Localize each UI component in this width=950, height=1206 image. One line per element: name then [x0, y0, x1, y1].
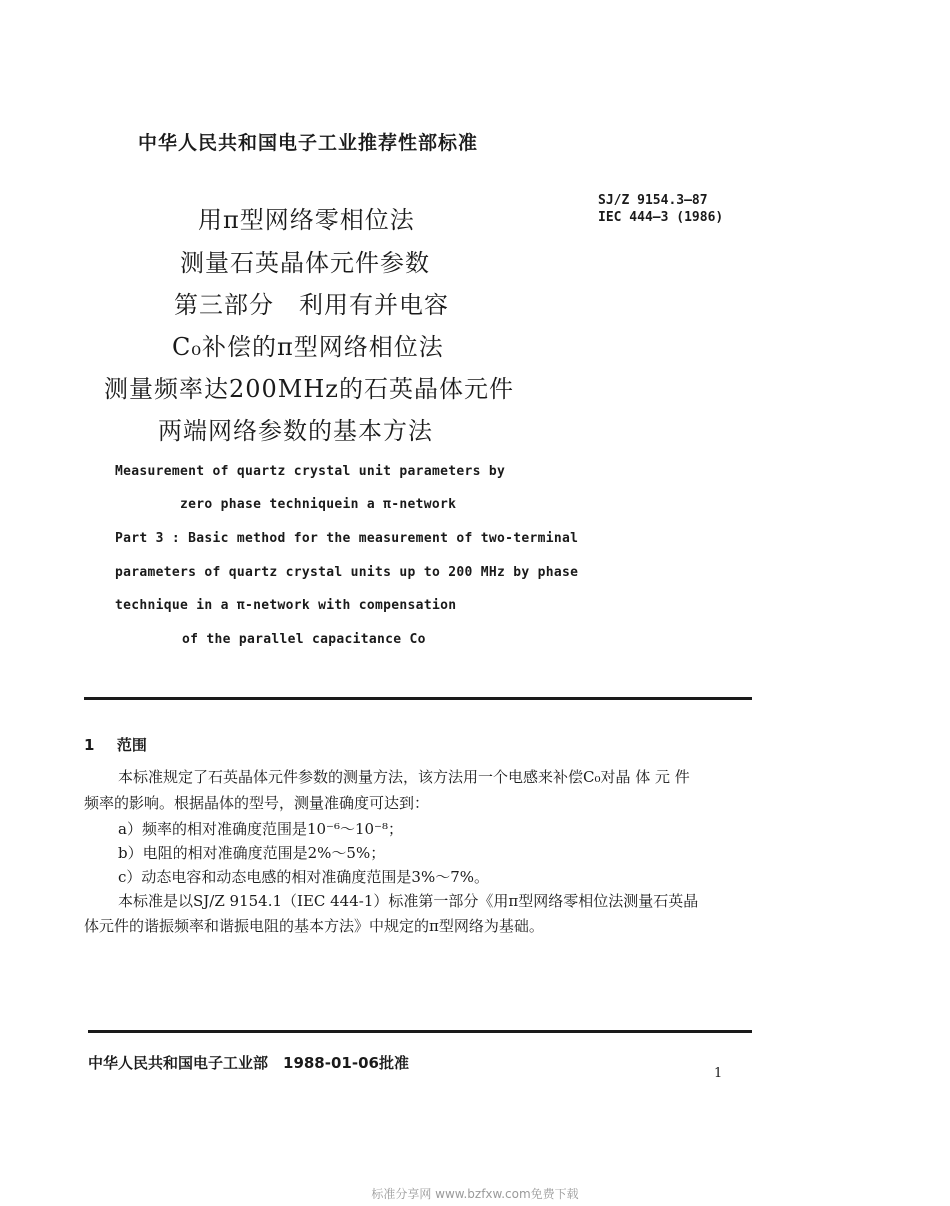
item-c: c）动态电容和动态电感的相对准确度范围是3%～7%。: [118, 868, 489, 886]
title-en-line-5: technique in a π-network with compensation: [115, 598, 457, 613]
title-cn-line-1: 用π型网络零相位法: [198, 206, 415, 234]
title-en-line-1: Measurement of quartz crystal unit parameters by: [115, 464, 506, 479]
item-a: a）频率的相对准确度范围是10⁻⁶～10⁻⁸；: [118, 820, 403, 838]
top-rule: [84, 697, 752, 700]
section-title: 范围: [116, 736, 147, 754]
bottom-rule: [88, 1030, 752, 1033]
iec-code: IEC 444—3 (1986): [598, 210, 724, 225]
title-en-line-4: parameters of quartz crystal units up to 200 MHz by phase: [115, 565, 579, 580]
standard-codes: [598, 192, 723, 226]
para-1-line-1: 本标准规定了石英晶体元件参数的测量方法，该方法用一个电感来补偿C₀对晶 体 元 件: [118, 768, 690, 786]
section-number: 1: [84, 736, 95, 754]
title-cn-line-6: 两端网络参数的基本方法: [158, 417, 433, 445]
title-en-line-6: of the parallel capacitance Co: [182, 632, 426, 647]
title-cn-line-2: 测量石英晶体元件参数: [180, 249, 430, 277]
section-heading: [84, 734, 147, 755]
page-number: 1: [714, 1066, 723, 1081]
approval-line: 中华人民共和国电子工业部 1988-01-06批准: [88, 1054, 409, 1072]
sj-code: SJ/Z 9154.3—87: [598, 193, 708, 208]
para-1-line-2: 频率的影响。根据晶体的型号，测量准确度可达到：: [84, 794, 430, 812]
org-title: 中华人民共和国电子工业推荐性部标准: [138, 132, 479, 154]
title-cn-line-3: 第三部分 利用有并电容: [174, 291, 449, 319]
watermark-text: 标准分享网 www.bzfxw.com免费下载: [371, 1187, 579, 1201]
title-en-line-3: Part 3 : Basic method for the measurement of two-terminal: [115, 531, 579, 546]
title-en-line-2: zero phase techniquein a π-network: [180, 497, 457, 512]
title-cn-line-5: 测量频率达200MHz的石英晶体元件: [104, 375, 514, 403]
para-2-line-2: 体元件的谐振频率和谐振电阻的基本方法》中规定的π型网络为基础。: [84, 917, 544, 935]
title-cn-line-4: C₀补偿的π型网络相位法: [172, 333, 444, 361]
para-2-line-1: 本标准是以SJ/Z 9154.1（IEC 444-1）标准第一部分《用π型网络零相位法测量石英晶: [118, 892, 699, 910]
item-b: b）电阻的相对准确度范围是2%～5%；: [118, 844, 386, 862]
